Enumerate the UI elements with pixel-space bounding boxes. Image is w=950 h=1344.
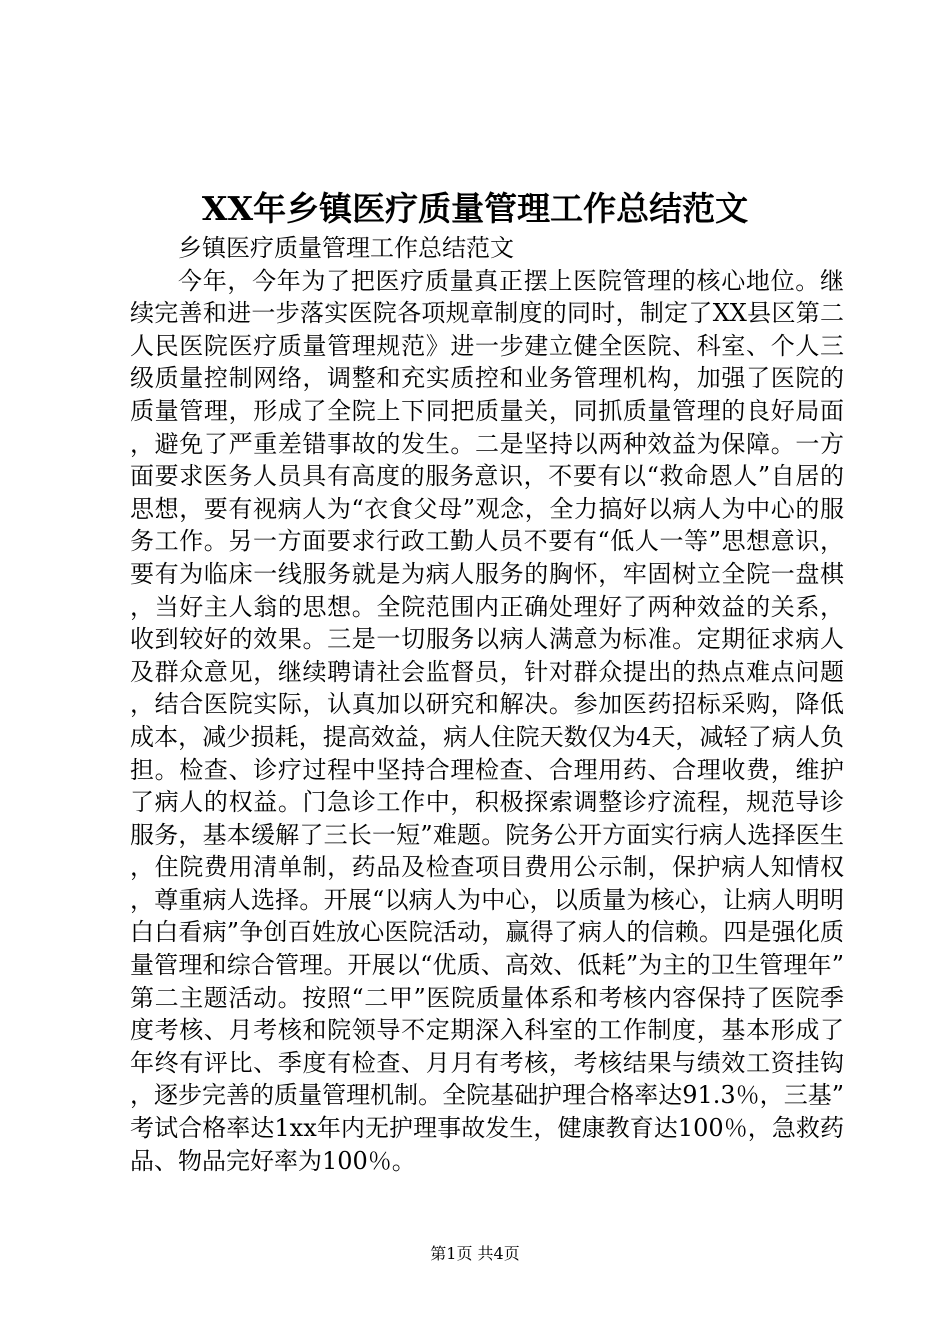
body-paragraph: 今年，今年为了把医疗质量真正摆上医院管理的核心地位。继续完善和进一步落实医院各项规章制度的同时，制定了XX县区第二人民医院医疗质量管理规范》进一步建立健全医院、科室、个人三级质量控制网络，调整和充实质控和业务管理机构，加强了医院的质量管理，形成了全院上下同把质量关，同抓质量管理的良好局面，避免了严重差错事故的发生。二是坚持以两种效益为保障。一方面要求医务人员具有高度的服务意识，不要有以“救命恩人”自居的思想，要有视病人为“衣食父母”观念，全力搞好以病人为中心的服务工作。另一方面要求行政工勤人员不要有“低人一等”思想意识，要有为临床一线服务就是为病人服务的胸怀，牢固树立全院一盘棋，当好主人翁的思想。全院范围内正确处理好了两种效益的关系，收到较好的效果。三是一切服务以病人满意为标准。定期征求病人及群众意见，继续聘请社会监督员，针对群众提出的热点难点问题，结合医院实际，认真加以研究和解决。参加医药招标采购，降低成本，减少损耗，提高效益，病人住院天数仅为4天，减轻了病人负担。检查、诊疗过程中坚持合理检查、合理用药、合理收费，维护了病人的权益。门急诊工作中，积极探索调整诊疗流程，规范导诊服务，基本缓解了三长一短”难题。院务公开方面实行病人选择医生，住院费用清单制，药品及检查项目费用公示制，保护病人知情权，尊重病人选择。开展“以病人为中心，以质量为核心，让病人明明白白看病”争创百姓放心医院活动，赢得了病人的信赖。四是强化质量管理和综合管理。开展以“优质、高效、低耗”为主的卫生管理年”第二主题活动。按照“二甲”医院质量体系和考核内容保持了医院季度考核、月考核和院领导不定期深入科室的工作制度，基本形成了年终有评比、季度有检查、月月有考核，考核结果与绩效工资挂钩，逐步完善的质量管理机制。全院基础护理合格率达91.3％，三基”考试合格率达1xx年内无护理事故发生，健康教育达100％，急救药品、物品完好率为100％。: [130, 266, 844, 1175]
subtitle-paragraph: 乡镇医疗质量管理工作总结范文: [178, 234, 514, 262]
page-footer: 第1页 共4页: [430, 1244, 520, 1263]
document-title: XX年乡镇医疗质量管理工作总结范文: [201, 189, 749, 228]
document-body: [130, 232, 844, 1177]
